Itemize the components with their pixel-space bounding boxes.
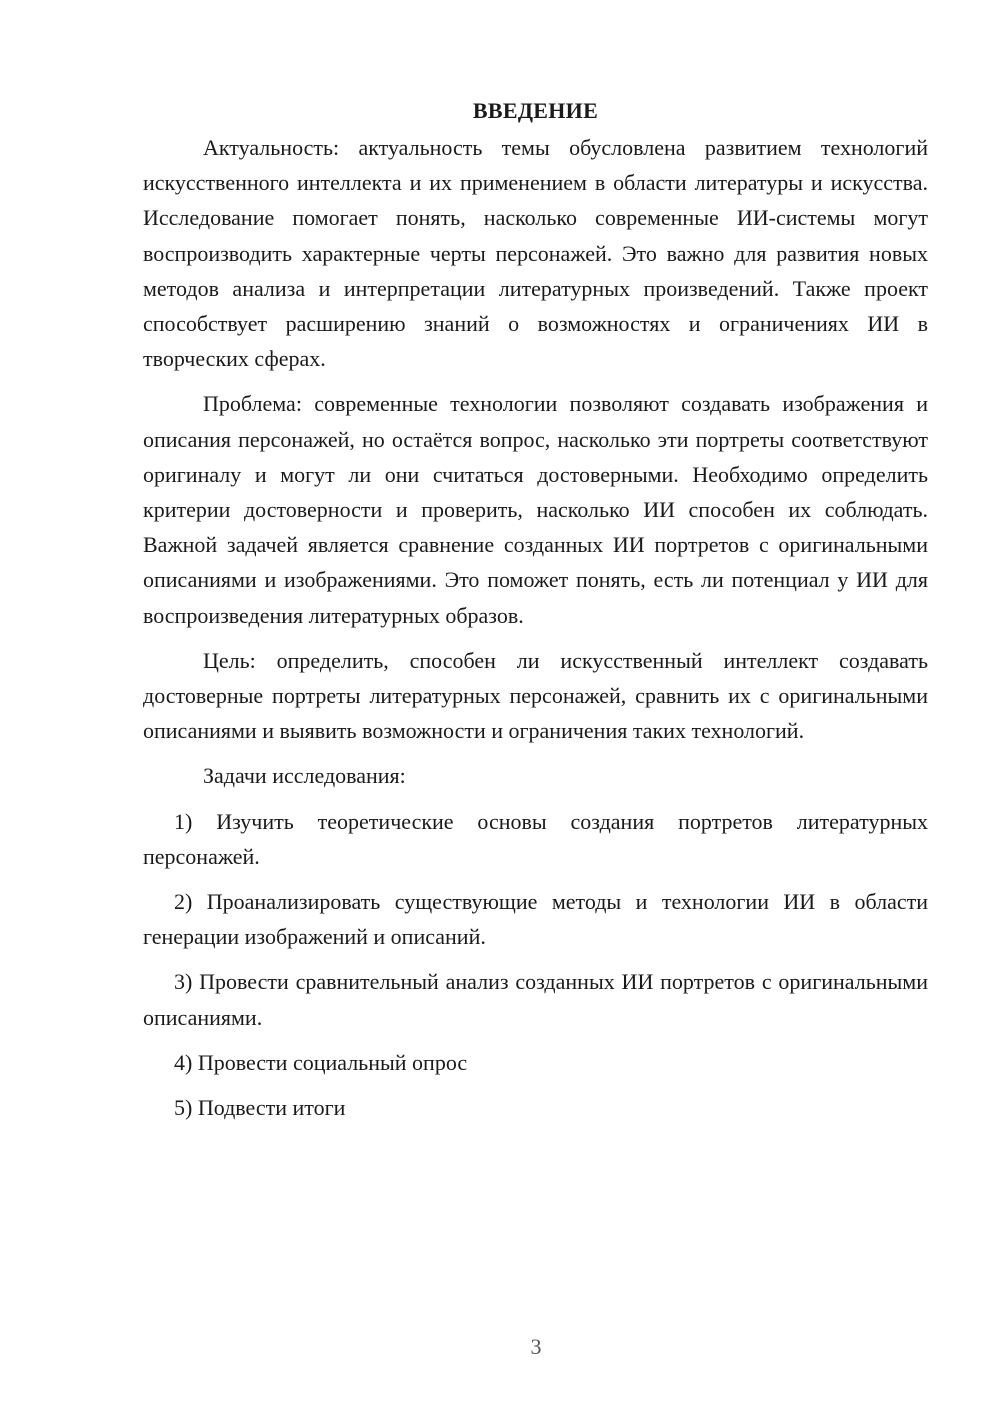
tasks-list [143, 804, 928, 1126]
task-item: 5) Подвести итоги [174, 1095, 346, 1121]
page-number: 3 [530, 1334, 542, 1359]
document-page [143, 96, 928, 1125]
task-item: 2) Проанализировать существующие методы и технологии ИИ в области генерации изображений и описаний. [143, 889, 928, 950]
section-title: ВВЕДЕНИЕ [472, 98, 599, 123]
task-item: 4) Провести социальный опрос [174, 1049, 468, 1075]
paragraph-goal: Цель: определить, способен ли искусственный интеллект создавать достоверные портреты литературных персонажей, сравнить их с оригинальными описаниями и выявить возможности и ограничения таких технологий. [143, 647, 928, 744]
task-item: 1) Изучить теоретические основы создания портретов литературных персонажей. [143, 808, 928, 869]
paragraph-relevance: Актуальность: актуальность темы обусловлена развитием технологий искусственного интеллекта и их применением в области литературы и искусства. Исследование помогает понять, насколько современные ИИ-системы могут воспроизводить характерные черты персонажей. Это важно для развития новых методов анализа и интерпретации литературных произведений. Также проект способствует расширению знаний о возможностях и ограничениях ИИ в творческих сферах. [143, 135, 928, 372]
tasks-heading: Задачи исследования: [203, 763, 406, 789]
paragraph-problem: Проблема: современные технологии позволяют создавать изображения и описания персонажей, но остаётся вопрос, насколько эти портреты соответствуют оригиналу и могут ли они считаться достоверными. Необходимо определить критерии достоверности и проверить, насколько ИИ способен их соблюдать. Важной задачей является сравнение созданных ИИ портретов с оригинальными описаниями и изображениями. Это поможет понять, есть ли потенциал у ИИ для воспроизведения литературных образов. [143, 391, 928, 628]
task-item: 3) Провести сравнительный анализ созданных ИИ портретов с оригинальными описаниями. [143, 969, 928, 1030]
